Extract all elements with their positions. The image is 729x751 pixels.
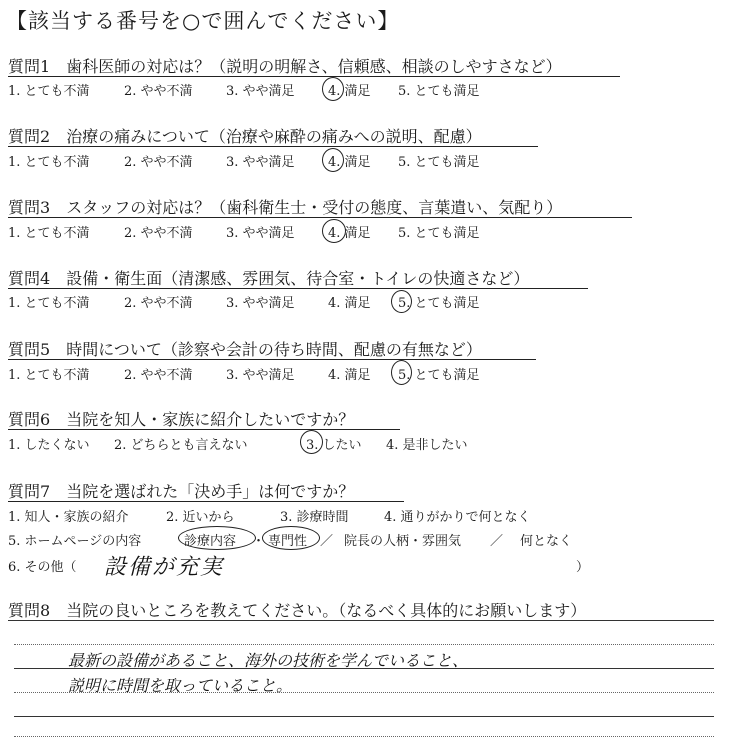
survey-form: 【該当する番号を○で囲んでください】 質問1 歯科医師の対応は？（説明の明解さ、信頼感、相談のしやすさなど） 1. とても不満 2. やや不満 3. やや満足 4. 満足 5. とても満足 質問2 治療の痛みについて（治療や麻酔の痛みへの説明、配慮） 1. とても不満 2. やや不満 3. やや満足 4. 満足 5. とても満足 質問3 スタッフの対応は？（歯科衛生士・受付の態度、言葉遣い、気配り） 1. とても不満 2. やや不満 3. やや満足 4. 満足 5. とても満足 質問4 設備・衛生面（清潔感、雰囲気、待合室・トイレの快適さなど） 1. とても不満 2. やや不満 3. やや満足 4. 満足 5. とても満足 質問5 時間について（診察や会計の待ち時間、配慮の有無など） 1. とても不満 2. やや不満 3. やや満足 4. 満足 5. とても満足 質問6 当院を知人・家族に紹介したいですか？ 1. したくない 2. どちらとも言えない 3. したい 4. 是非したい 質問7 当院を選ばれた「決め手」は何ですか？ 1. 知人・家族の紹介 2. 近いから 3. 診療時間 4. 通りがかりで何となく 5. ホームページの内容 診療内容 ・ 専門性 ／ 院長の人柄・雰囲気 ／ 何となく 6. その他（ ） 設備が充実 質問8 当院の良いところを教えてください。（なるべく具体的にお願いします） 最新の設備があること、海外の技術を学んでいること、 説明に時間を取っていること。 [0,0,729,751]
option-5[interactable]: 5. とても満足 [398,226,480,241]
selection-circle [391,360,412,385]
option-5-label: 5. ホームページの内容 [8,534,142,549]
question-2-title [8,124,482,147]
question-7-text: 当院を選ばれた「決め手」は何ですか？ [66,482,355,501]
question-7-title [8,479,354,502]
option-4[interactable]: 4. 満足 [328,368,371,383]
answer-line [14,644,714,645]
question-2-label: 質問2 [8,127,51,146]
question-4-title [8,266,529,289]
option-3[interactable]: 3. やや満足 [226,155,295,170]
selection-circle [322,77,344,101]
selection-circle [322,148,344,172]
option-4[interactable]: 4. 是非したい [386,438,468,453]
option-4[interactable]: 4. 満足 [328,226,371,241]
question-8-answer-line-1[interactable]: 最新の設備があること、海外の技術を学んでいること、 [68,651,469,670]
underline [8,359,536,360]
option-4[interactable]: 4. 満足 [328,296,371,311]
underline [8,76,620,77]
option-4[interactable]: 4. 満足 [328,84,371,99]
question-6-title [8,407,354,430]
option-2[interactable]: 2. やや不満 [124,296,193,311]
underline [8,217,632,218]
option-2[interactable]: 2. 近いから [166,510,235,525]
question-5-text: 時間について（診察や会計の待ち時間、配慮の有無など） [66,340,482,359]
option-5[interactable]: 5. とても満足 [398,155,480,170]
question-8-title [8,598,586,621]
option-5-item-content[interactable]: 診療内容 [184,534,237,549]
selection-circle [391,290,412,313]
underline [8,288,588,289]
option-2[interactable]: 2. やや不満 [124,368,193,383]
option-1[interactable]: 1. したくない [8,438,90,453]
question-8-answer-line-2[interactable]: 説明に時間を取っていること。 [68,676,293,695]
option-5[interactable]: 5. とても満足 [398,296,480,311]
option-1[interactable]: 1. とても不満 [8,84,90,99]
question-8-label: 質問8 [8,601,51,620]
underline [8,429,400,430]
option-6-label: 6. その他（ [8,560,77,575]
underline [8,501,404,502]
answer-line [14,716,714,717]
option-6-close: ） [576,560,590,575]
selection-circle [178,526,256,550]
option-3[interactable]: 3. やや満足 [226,226,295,241]
form-header: 【該当する番号を○で囲んでください】 [6,9,400,33]
selection-circle [300,430,323,454]
question-7-label: 質問7 [8,482,51,501]
option-5-item-no-reason[interactable]: 何となく [520,534,573,549]
option-4[interactable]: 4. 通りがかりで何となく [384,510,531,525]
option-6-handwritten-answer[interactable]: 設備が充実 [104,555,225,580]
option-1[interactable]: 1. とても不満 [8,155,90,170]
question-6-text: 当院を知人・家族に紹介したいですか？ [66,410,355,429]
option-2[interactable]: 2. やや不満 [124,155,193,170]
question-4-text: 設備・衛生面（清潔感、雰囲気、待合室・トイレの快適さなど） [66,269,530,288]
option-1[interactable]: 1. 知人・家族の紹介 [8,510,129,525]
option-1[interactable]: 1. とても不満 [8,368,90,383]
question-5-label: 質問5 [8,340,51,359]
question-4-label: 質問4 [8,269,51,288]
question-5-title [8,337,482,360]
option-4[interactable]: 4. 満足 [328,155,371,170]
option-1[interactable]: 1. とても不満 [8,226,90,241]
underline [8,146,538,147]
option-3[interactable]: 3. したい [306,438,362,453]
question-1-title [8,54,562,77]
option-1[interactable]: 1. とても不満 [8,296,90,311]
option-5[interactable]: 5. とても満足 [398,84,480,99]
question-6-label: 質問6 [8,410,51,429]
question-1-text: 歯科医師の対応は？（説明の明解さ、信頼感、相談のしやすさなど） [66,57,562,76]
option-2[interactable]: 2. やや不満 [124,226,193,241]
selection-circle [262,526,320,550]
option-2[interactable]: 2. どちらとも言えない [114,438,248,453]
question-3-text: スタッフの対応は？（歯科衛生士・受付の態度、言葉遣い、気配り） [66,198,563,217]
question-2-text: 治療の痛みについて（治療や麻酔の痛みへの説明、配慮） [66,127,482,146]
answer-line [8,620,714,621]
option-5-item-specialty[interactable]: 専門性 [268,534,308,549]
selection-circle [322,219,346,243]
option-3[interactable]: 3. やや満足 [226,368,295,383]
option-3[interactable]: 3. やや満足 [226,296,295,311]
question-1-label: 質問1 [8,57,51,76]
option-3[interactable]: 3. やや満足 [226,84,295,99]
answer-line [14,736,714,737]
question-3-title [8,195,562,218]
option-5-item-director[interactable]: 院長の人柄・雰囲気 [344,534,462,549]
question-8-text: 当院の良いところを教えてください。（なるべく具体的にお願いします） [66,601,587,620]
option-3[interactable]: 3. 診療時間 [280,510,349,525]
question-3-label: 質問3 [8,198,51,217]
option-2[interactable]: 2. やや不満 [124,84,193,99]
option-5[interactable]: 5. とても満足 [398,368,480,383]
